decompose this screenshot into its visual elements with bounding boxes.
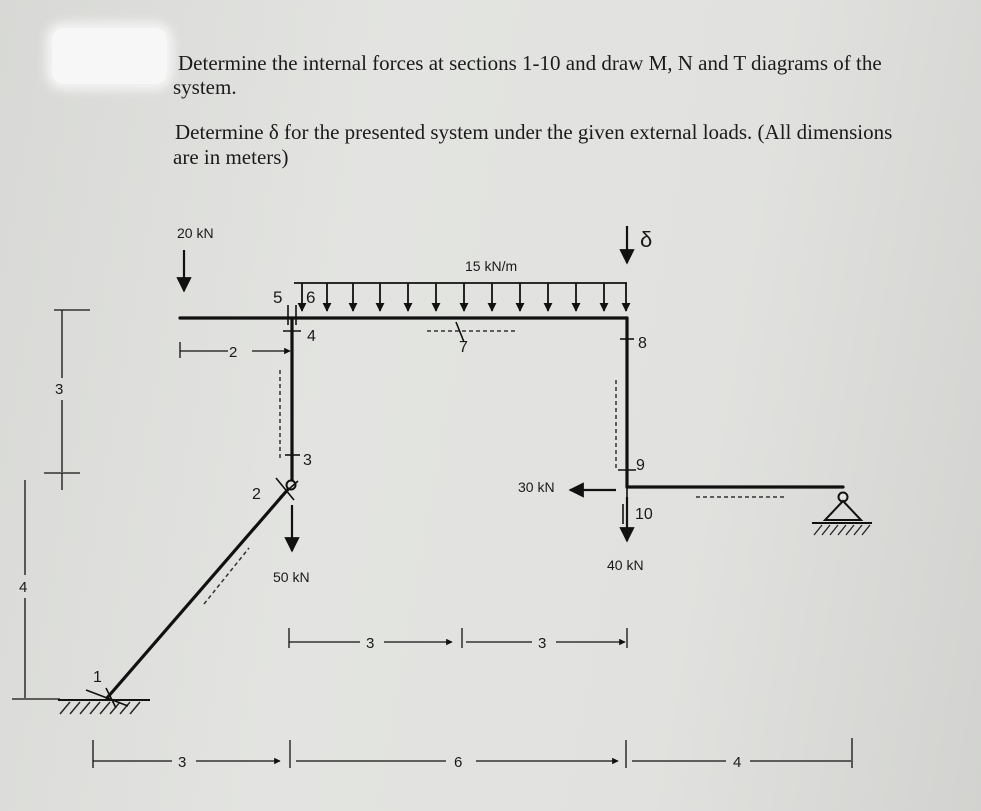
frame-members [107,318,843,698]
delta-label: δ [640,227,653,252]
load-50kn-label: 50 kN [273,569,310,585]
problem-text-line-1: Determine the internal forces at sections 1-10 and draw M, N and T diagrams of the [178,51,882,75]
dim-mid-right-label: 3 [538,635,547,652]
distributed-load [294,283,627,311]
section-1-label: 1 [93,669,102,686]
load-20kn-label: 20 kN [177,225,214,241]
dim-bottom-mid-label: 6 [454,754,463,771]
section-5-label: 5 [273,288,283,307]
dim-cantilever-label: 2 [229,344,238,361]
fixed-support [58,700,150,714]
section-4-label: 4 [307,328,316,345]
section-9-label: 9 [636,457,645,474]
section-6-label: 6 [306,288,316,307]
problem-text-line-2: system. [173,75,237,99]
problem-text-line-4: are in meters) [173,145,289,169]
section-8-label: 8 [638,335,647,352]
section-7-label: 7 [459,339,468,356]
distributed-load-label: 15 kN/m [465,258,518,274]
load-30kn-label: 30 kN [518,479,555,495]
dim-vertical-lower-label: 4 [19,579,28,596]
inclined-member [107,487,290,698]
dim-bottom-right-label: 4 [733,754,742,771]
dim-mid-left-label: 3 [366,635,375,652]
load-40kn-label: 40 kN [607,557,644,573]
section-ticks [86,305,636,708]
dim-vertical-upper-label: 3 [55,381,64,398]
pin-support [812,493,872,536]
section-10-label: 10 [635,506,653,523]
dim-bottom-left-label: 3 [178,754,187,771]
problem-text-line-3: Determine δ for the presented system under the given external loads. (All dimensions [175,120,893,144]
section-2-label: 2 [252,486,261,503]
section-3-label: 3 [303,452,312,469]
